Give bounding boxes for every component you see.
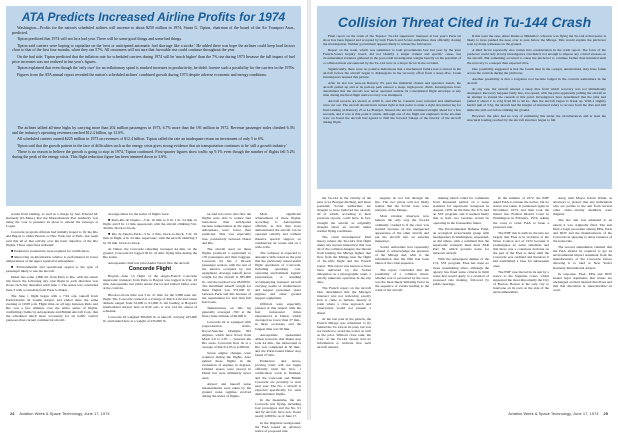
paragraph: Tipton predicted that 1974 will not be a bad year. There will be some good things and some bad things.: [17, 36, 182, 42]
paragraph: Tipton said carriers were hoping to capitalize on the 'next or anticipated automatic fuel shortage like a stroke.' He added there was hope the airlines could keep load factors close to that of the first four months, when they ran 57%. All customers will not sure that favorable rise could continue throughout the year.: [12, 42, 295, 53]
feature-headline: Collision Threat Cited in Tu-144 Crash: [337, 14, 592, 30]
paragraph: Most aviation observers now believe the only way the Tu-144 ordinarily crashed is if the crew was startled because of the unexpected appearance of the other aircraft and put the aircraft into an extreme maneuver.: [375, 214, 429, 243]
paragraph: engines do not fail through the fire. The two pilots will not likely realize that the Soviet crew were unaware of the Mirage.: [375, 196, 429, 213]
paragraph: With the subsequent demise of the U.S. SST program, FAA has done no more notemaking since, although the agency has fixed noise criteria in limit noise that would apply to a revision of proposed rule making, followed by public hearings.: [433, 257, 489, 286]
paragraph: The company is expected to announce firm orders in the past that the previously unsuccessful flight operations of Concorde, including operating cost, operating environment logistic preparations, or standing accompanying transport aircraft carrying teams of maintenance and support personnel, spare engines and other ground support equipment.: [255, 250, 301, 300]
paragraph: In the litigation background, the FAA issued an advisory notice of proposed rule.: [255, 420, 301, 433]
paragraph: the Tu-144 in the vicinity of the pass at Le Bourget ditching, and more potential, Soviet authorities are thought to have believed the aircraft, all of which, according to their previous reports, could have, in fact, brought the aircraft as originally thought about an aircraft under normal flying conditions.: [317, 196, 371, 233]
feature-box-airline-profits: [6, 6, 301, 206]
paragraph: along with Mayor Kevin White, as attorneys to protect that any individuals who are parties to the suit from several other cities—mostly members were litigants.: [553, 196, 612, 217]
article-column: [493, 196, 549, 408]
paragraph: Figures from the ATA annual report revealed the nation's scheduled airlines' combined growth during 1973 despite adverse economic and energy conditions.: [17, 71, 267, 77]
paragraph: Tipton explained that even though the 'only cure' for an inflationary spiral is marked increases in productivity, he didn't foresee such a possibility for the carriers in the 1970s.: [17, 65, 295, 71]
paragraph: Final report on the crash of the Tupolev Tu-144 supersonic transport at last year's Paris air show has been figured and accepted by both French and Soviet authorities, thus officially closing the investigation. Neither government appears likely to release the full report.: [323, 34, 461, 47]
paragraph: ■ Environmental and operational appeal to the type of passenger likely to use the aircraft.: [6, 265, 98, 274]
article-column: [375, 196, 429, 408]
paragraph: Average times for the series of flights were:: [108, 212, 170, 216]
right-page: [311, 0, 618, 420]
feature-column: [12, 26, 295, 124]
article-column: [6, 212, 98, 408]
paragraph: Most significant achievement of these flights, according to Aérospatiale officials, is that they have demonstrated the aircraft can be operated reliably and without massive special support on commercial air routes and on a wide scale.: [255, 212, 301, 249]
paragraph: ■ Paris-Rio de Janeiro—5 hr. 10 min. to 6 hr. 1 hr. 54 min. in flight, and 3 hr. 11 min. supersonic, with the aircraft climbing 3 hr. 39 min. block-to-block.: [103, 218, 197, 231]
paragraph: The aircraft used on these flights produced a equivalent to 135 passengers and their baggage. Concorde 02 has a 92-seat passenger section, with the rest of the interior occupied by test equipment. Average takeoff gross weight for the aircraft is 385,000 lb., and the payload was 28,000 lb. The maximum takeoff weight for these flights was 372,000 lb. between Paris and Rio because of the requirement for less than full fuel loads.: [202, 246, 251, 304]
paragraph: Soviet authorities had repeatedly refused to acknowledge the presence of the Mirage and, with it, the information that the film had been taken of the crash sequence.: [375, 245, 429, 266]
paragraph: Tipton said that the growth pattern in the face of difficulties such as the energy crisis gives strong evidence that air transportation continues to be 'still a growth industry.': [17, 142, 288, 148]
sidebar-title: Concorde Flight: [128, 266, 172, 273]
paragraph: The EDF case moved in its suit by a notice to the Supreme Court, which supported the most importantly the City of Boston. Boston is the only city to intervene on its own on the side of the environmentalists.: [493, 269, 549, 295]
paragraph: Aérospatiale chief test pilot André Turcat flew the aircraft.: [108, 260, 190, 265]
page-footer: [6, 411, 110, 416]
paragraph: ■ Improving an information relative to performance in lower temperatures of the upper equatorial atmosphere.: [6, 254, 98, 263]
paragraph: In the meantime, the six Concorde test flying, including four prototypes and the No. 01 and 02 aircraft, have now flown nearly 2,800 hr. as of June 17.: [255, 398, 301, 419]
paragraph: Airport and takeoff noise measurements were taken by the ground noise regimes evolved during the series of flights.: [202, 381, 251, 398]
feature-column: [467, 34, 606, 184]
paragraph: The airlines tallied all-time highs by carrying more than 202 million passengers in 1973, 6.7% more than the 191 million in 1972. Revenue passenger miles climbed 6.3% and the industry's operating revenues reached $12.4 billion, up 12.6%.: [12, 125, 295, 135]
paragraph: Washington—Profits for the nation's scheduled airlines will increase to about $250 million in 1974, Stuart G. Tipton, chairman of the board of the Air Transport Assn., predicted.: [12, 25, 295, 35]
paragraph: ■ Rio de Janeiro-Paris—5 hr. 2 min. block-to-block, 3 hr. 16 min. in flight, 4 hr. 24 min. supersonic, with the aircraft climbing 3 hr. 59 min. block-to-block.: [103, 232, 197, 245]
paragraph: Concorde program officials had initially hoped to fly the Rio and Bigots to either Boston or New York, but at Paris, last week said that all of that activity over the basic objective of the Rio flights. Those objectives included:: [6, 230, 98, 247]
paragraph: The French report on the aircraft later determined that the Mirage's intersect was not reviewing exactly how it came to intrude, merely at point where a close approach and observation would not present a threat.: [317, 285, 371, 315]
paragraph: The second amendment claimed that the FAA should be required to get an environmental impact statement from the manufacturers of the Concorde before allowing it to land at New York's Kennedy International Airport.: [553, 245, 612, 270]
paragraph: Officials were especially pleased at this respect with the fuel turnaround times experienced at Dakar, which averaged no lower than 37 min., in three occasions, and the longest time was 56 min.: [255, 301, 301, 331]
paragraph: The EDF suit is stalls in the rule are largely that FAA is in violation of the Noise Control Act of 1972 because it promulgates no noise standards and that there was a conscious decision on the part of the FAA to delay until the Concorde was certified and therefore it had established a base for subsequent ones.: [493, 230, 549, 268]
paragraph: The crash investigators' final theory relates the Tu-144's first flight under any known interaction that was all of the collision dangers, the threats from leading the Mirage fighter that flew from the Mirage near the flight of Tu-144's flight and the French report. This report was known to have been delivered by the Soviet delegation as a photographic team, a wholly unknown operation in the trip data.: [317, 234, 371, 284]
paragraph: ■ Endurance evaluations were required for certification.: [11, 248, 90, 253]
feature-headline: ATA Predicts Increased Airline Profits for 1974: [21, 10, 286, 24]
paragraph: The Environmental Defense Fund, an ecological protectionist group with headquarters in Washington, responded, as did others, with a comment that the supersonic transport must meet FAR Part 36, which governs noise for subsonic aircraft.: [433, 226, 489, 256]
paragraph: Concorde 02 weighed 385,000 lb. at takeoff, carrying 165,000 lb. and landed here at a weight of 235,000 lb.: [103, 314, 197, 324]
article-column: [553, 196, 612, 408]
paragraph: Bogotá—June 13 flight of the Anglo-French Concorde supersonic transport from Paris to Bogotá was logged in 9 hr. 43 min. Aérospatiale test pilots Andre Turcat and Gilbert Defer were at the controls.: [103, 274, 197, 291]
article-column: [202, 212, 251, 408]
paragraph: Temperatures on this leg generally averaged -76C at the final cruise altitude of 60,000 ft.: [202, 306, 251, 319]
paragraph: Endurance and stress-proving trials will not begin officially until the Nov. 1 certification work is finished, and the Concorde and British Concorde are probably to start next year. The No. 1 aircraft is expected specifically for such demonstration flights.: [255, 359, 301, 396]
paragraph: Aérospatiale spokesmen added, however, that Dakar stop took 44 min., the turnaround at Rio was completed in 50 min., and the Paris-bound Dakar stop lasted 27 min.: [255, 332, 301, 358]
page-number: 25: [603, 411, 608, 416]
paragraph: tar said ten crews who flew the flights were able to reduce fuel burn-more than anticipated because temperatures in the upper atmosphere were lower than predicted. This was especially true, particularly between Dakar and Rio.: [202, 212, 251, 245]
paragraph: A third factor reportedly also comes into consideration in the crash report. The force of the pushover could only slowly investigators concluded, not enough to impose any critical stresses on the aircraft. But something occurred to cause the pitchover to continue farther than intended until the recovery to a steeper than expected dive.: [467, 48, 606, 65]
paragraph: The law suit was amended to an extent it was originally filed. The suit filed a legal precedent among EPA, FAA and DOT and the manufacturers of the Concorde in agreeing to delay issuance of the noise rule.: [553, 218, 612, 243]
left-page: [0, 0, 307, 433]
feature-column: [12, 126, 295, 203]
paragraph: Block-to-block time was 5 hr. 21 min. for the 5,080 naut. mi. flight. The Concorde cruised at a average of Mach 2.02 and cruise altitude ranged from 52,000 to 61,000 ft. On landing at Bogotá's international Airport here at 8:20 a.m., it was 124 mi. ahead of schedule.: [103, 292, 197, 313]
paragraph: Concorde 02 is equipped with preproduction Rolls-Royce/Snecma Olympus 593 engines, which have flown from Mach 2.0 to 2.05 — between the Rio areas. Concorde flew its at a average of Mach 2.05 at 2,280 mi.: [202, 320, 251, 349]
feature-box-tu144-crash: [317, 6, 612, 189]
paragraph: In response, FAA, EPA and DOT issued legal arguments that issues are unchanged on their internal directives and that this discretion is 'unreviewable' in court.: [553, 271, 612, 292]
article-column: [317, 196, 371, 408]
paragraph: Significantly, there were no positive indications that a mechanical failure had occurred in the aircraft before the aircraft began to disintegrate in the recovery effort from a steep dive. Crash investigators learned this picture.: [323, 66, 461, 79]
page-number: 24: [10, 411, 15, 416]
paragraph: The report concluded that the possibility of a collision threat, whether real or perceived by the crew, was the most likely initiating factor in the sequence of events leading to the crash of the aircraft.: [375, 267, 429, 292]
paragraph: However, the pilot had no way of estimating this under the circumstances and at least the structural loading reached by the aircraft structure began to fail.: [467, 113, 606, 122]
paragraph: Aircraft records are shown at 4,500 ft. and 230 kt. Canards were retracted and afterburners were cut out. The aircraft should have turned right at that point to enter a right downwind leg for final landing on Runway 25 at Le Bourget. Instead, the aircraft continued straight ahead for a few seconds, and it was at this point it struck, although one of the flight test engineers in the six-man crew on board the aircraft had agreed to film the forward foliage of the interior of the aircraft during flight.: [323, 99, 461, 124]
paragraph: All scheduled carriers earned $225 million in 1973 on revenues of $12.4 billion. Tipton called the rate an inadequate return on investment of only 5 to 6%.: [17, 136, 265, 142]
issue-line: Aviation Week & Space Technology, June 17, 1974: [508, 411, 599, 416]
article-column: [433, 196, 489, 408]
paragraph: On the bad side, Tipton predicted that the inflation rate for scheduled carriers during 1974 will be 'much higher' than the 7% rise during 1973 because the full impact of fuel price increases was not realized in last year's figures.: [12, 53, 295, 64]
paragraph: In the summer of 1972, the EDF asked FAA to reissue the notice, but no action was taken. It petitioned again in November, 1973, and then took the matter into Federal District Court in Washington in February, 1974, asking the court to order FAA to issue a proposed rule.: [493, 196, 549, 229]
paragraph: After its last low pass-up Runway 03, past the industrial chalets and spectator stands, the aircraft pulled up and at its pull-up path entered a steep, high-power climb. Investigators have determined that the aircraft was never operated outside its conventional flight envelope at any time during the final flight until recovery was attempted.: [323, 80, 461, 98]
paragraph: At the last pass in the pattern, the French Mirage was scheduled to fly behind the Tu-144 on its pass, but was not briefed to avoid the soviet as well as the prior. Without close rank, the crew of the Tu-144 clearly had no information to indicate that such aircraft existed.: [317, 316, 371, 350]
paragraph: The June 1 flight began with a 7:04 a.m. takeoff from Paris/Charles de Gaulle Airport and ended there the same evening at 10:08 p.m. Flight time on all legs between Paris and Rio was a few minutes over the entire series of flights, confirming claims by Aérospatiale and British Aircraft Corp. that the scheduled much more accurately for air traffic control purposes than current commercial aircraft.: [6, 293, 98, 323]
paragraph: At any rate, the aircraft entered a steep dive from which recovery was not immediately attempted. Recovery happens fairly late, low-speed, with the pilot apparently pulling the aircraft in an attempt to extend the canards at this point. Investigators have determined that the pilot had pulled it ahead 2 to 2.5g from 80 to 90 kt., then the aircraft began to break up. With a slightly harder pull of 3.5g, the aircraft had the margin of structural safety to recover from the dive and still make the pull-out before striking the ground.: [467, 87, 606, 112]
paragraph: scrubs from landing, as well as a charge by Sen. Edward M. Kennedy (D.-Mass.) that the Massachusetts Port Authority was using the vote to pressure its pleas to extend the runways at Logan.: [6, 212, 98, 229]
paragraph: Report on the crash, which was submitted to both governments late last year by the joint French-Soviet inquiry board, did not identify a single cement and specific cause, but circumstantial evidence gathered in the post-crash investigation weighs heavily on the potential of a collision threat encountered by the Tu-144 crew as a major factor in the accident.: [323, 48, 461, 65]
feature-column: [323, 34, 461, 184]
paragraph: Seven engine changes were required during the flights. Also gained these flights in the evaluation of engines in degrees. Limited spares were placed in Dakar but were ultimately never used.: [202, 351, 251, 380]
paragraph: 'There is no reason to believe the growth is going to stop in 1974,' Tipton continued. First-quarter figures show traffic up 9.1% even though the number of flights fell 5.2% during the peak of the energy crisis. This flight reduction figure has been trimmed down to 3.6%.: [12, 149, 295, 159]
page-footer: [508, 411, 612, 416]
article-column: [103, 212, 197, 408]
paragraph: Dakar lies some 1,800 mi. from Paris to Rio, with the return trip flown the following day. Our flight in each direction was flown each day thereafter until June 1. The series was concluded June 3 with a roundtrip from Paris to Dakar.: [6, 275, 98, 292]
article-column: [255, 212, 301, 433]
paragraph: At Dakar, the Concorde refueling averaged 44 min. on the ground. Concorde 02 logged 56 hr. 41 min. flying time during the Rio series.: [103, 246, 197, 259]
paragraph: making which called for comments from interested parties on a noise standard for supersonic transports in August, 1970. At the time, the U.S. had an SST program, and it seemed likely that at least two versions would be operating in the foreseeable future.: [433, 196, 489, 225]
issue-line: Aviation Week & Space Technology, June 17, 1974: [19, 411, 110, 416]
paragraph: If this were the case, either Rudas or Mikhailov, whoever was flying the Tu-144 at that point, is likely to have pushed the nose over to pass below the Mirage. This would explain the pitchover seen by many witnesses on the ground.: [467, 34, 606, 47]
paragraph: One possibility suggested is that the fourth man in the cockpit, unrestrained, may have fallen across the controls during the pitchover.: [467, 66, 606, 75]
paragraph: Another possibility is that a forgotten tool became lodged in the controls somewhere in the aircraft.: [467, 76, 606, 85]
